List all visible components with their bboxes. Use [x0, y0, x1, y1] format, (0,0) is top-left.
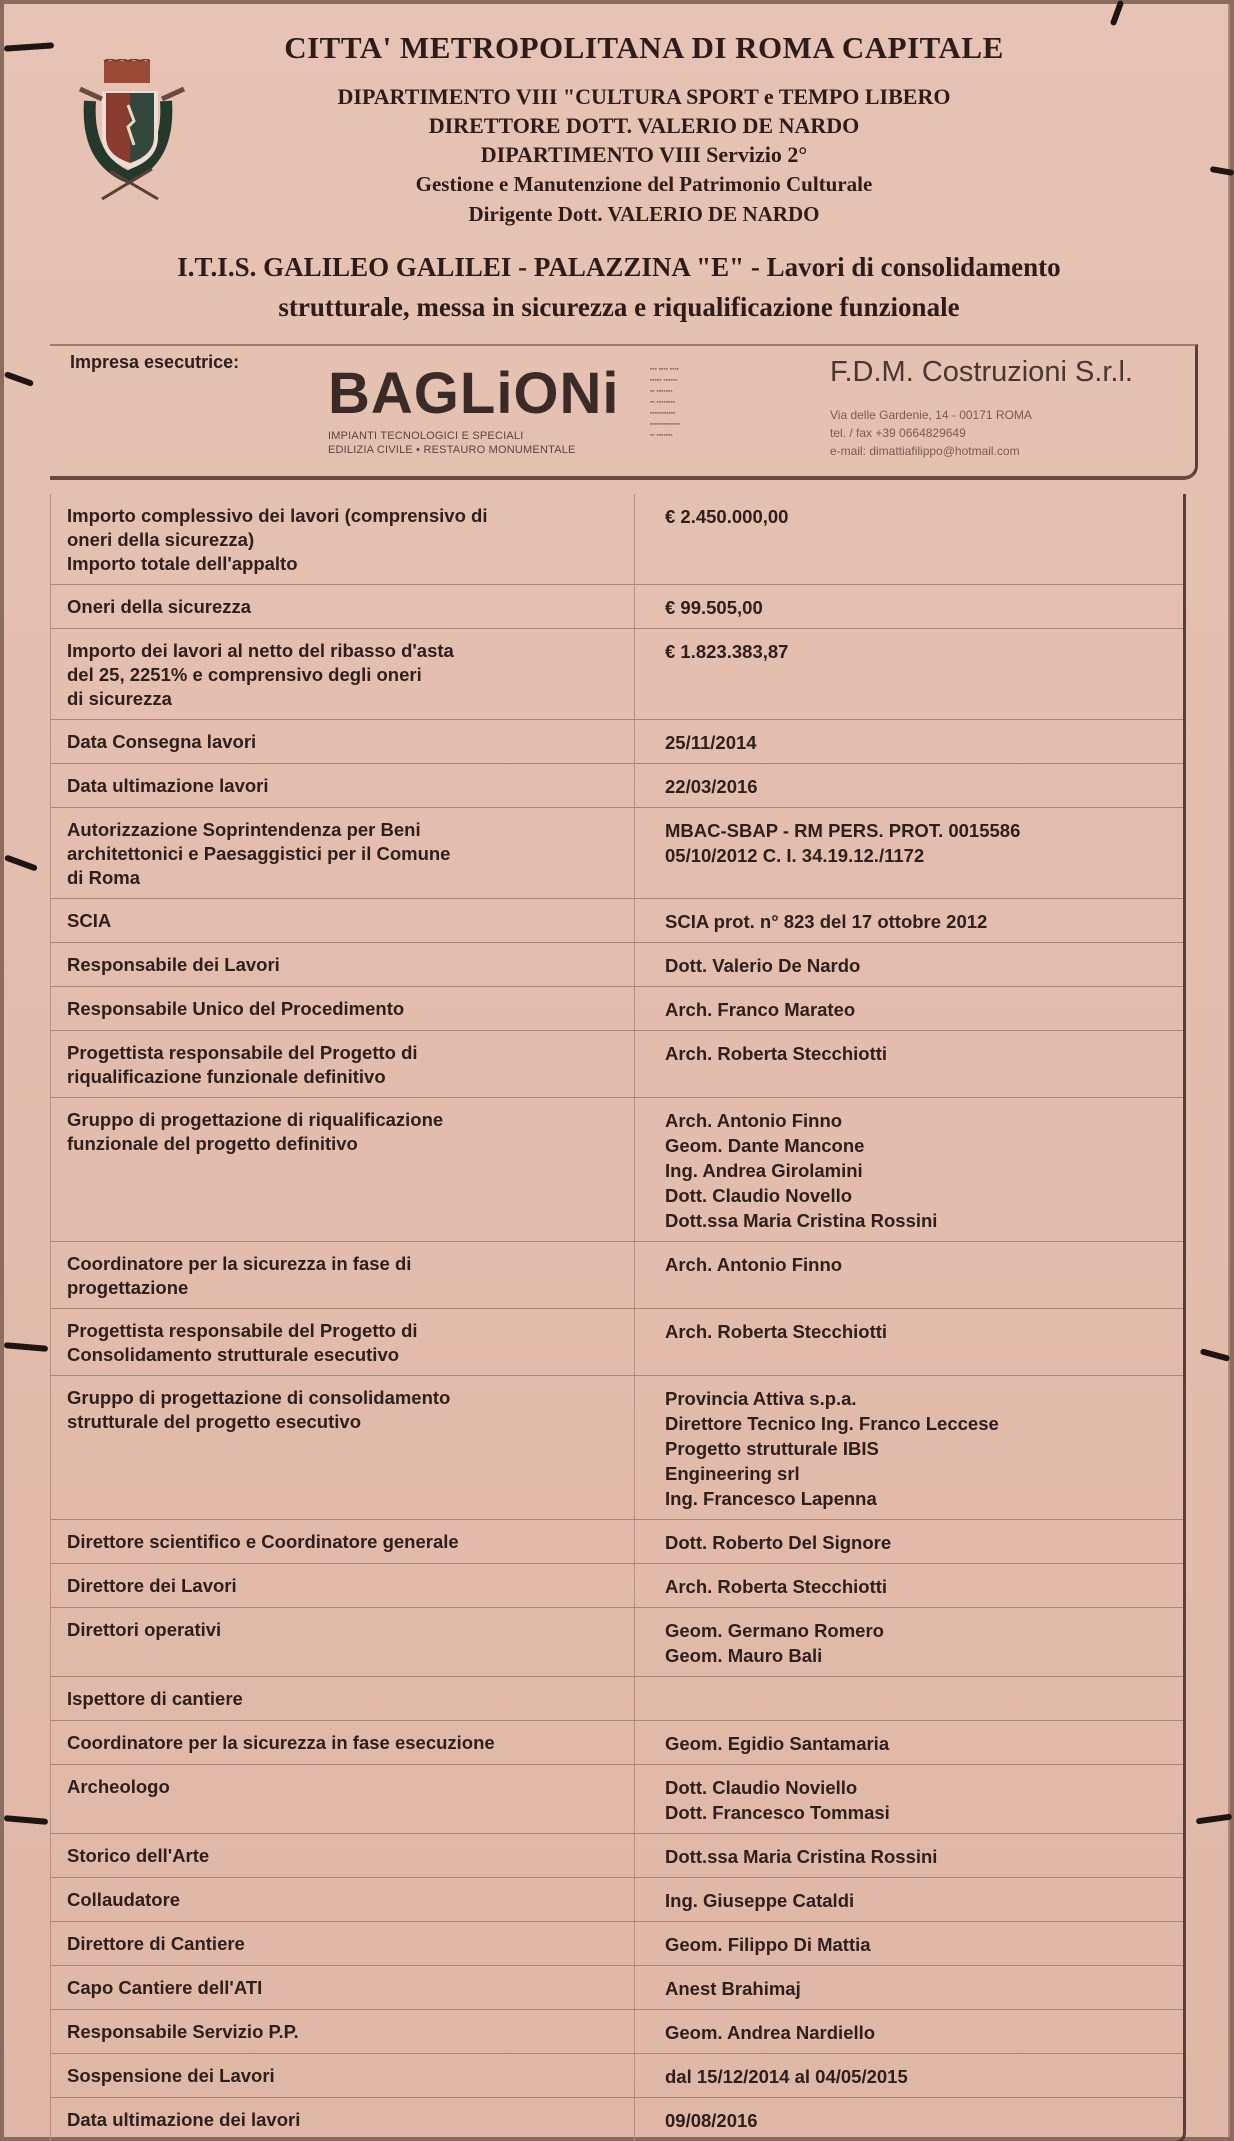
- table-row: [51, 1921, 1183, 1965]
- row-value: Arch. Antonio Finno: [665, 1254, 843, 1275]
- row-value: Arch. Roberta Stecchiotti: [665, 1321, 888, 1342]
- table-row: [51, 2053, 1183, 2097]
- row-value: Geom. Germano Romero: [665, 1620, 884, 1641]
- department-name: DIPARTIMENTO VIII "CULTURA SPORT e TEMPO LIBERO: [337, 84, 951, 109]
- row-label: Importo complessivo dei lavori (comprensivo di oneri della sicurezza) Importo totale dell'appalto: [51, 494, 635, 584]
- row-value-cell: [635, 2054, 1183, 2097]
- row-value: MBAC-SBAP - RM PERS. PROT. 0015586: [665, 820, 1021, 841]
- row-value-cell: [635, 494, 1183, 584]
- row-value: 09/08/2016: [665, 2110, 758, 2131]
- table-row: [51, 1833, 1183, 1877]
- row-label: Direttori operativi: [51, 1608, 635, 1676]
- row-value: Dott. Valerio De Nardo: [665, 955, 861, 976]
- row-value-cell: [635, 2010, 1183, 2053]
- table-row: [51, 942, 1183, 986]
- row-value-cell: [635, 808, 1183, 898]
- row-value-cell: [635, 2098, 1183, 2141]
- row-value: Dott. Francesco Tommasi: [665, 1802, 890, 1823]
- row-value: Dott. Claudio Novello: [665, 1185, 853, 1206]
- fdm-phone: tel. / fax +39 0664829649: [830, 426, 966, 440]
- row-value: Arch. Antonio Finno: [665, 1110, 843, 1131]
- nail-mark: [4, 1342, 48, 1352]
- contractor-label: Impresa esecutrice:: [70, 352, 240, 372]
- authority-name: CITTA' METROPOLITANA DI ROMA CAPITALE: [284, 30, 1004, 65]
- row-label: Oneri della sicurezza: [51, 585, 635, 628]
- table-row: [51, 763, 1183, 807]
- row-value: Geom. Mauro Bali: [665, 1645, 823, 1666]
- nail-mark: [1200, 1348, 1231, 1362]
- row-value: 05/10/2012 C. I. 34.19.12./1172: [665, 845, 925, 866]
- table-row: [51, 1375, 1183, 1519]
- row-label: Sospensione dei Lavori: [51, 2054, 635, 2097]
- row-value: Geom. Filippo Di Mattia: [665, 1934, 871, 1955]
- baglioni-tagline: EDILIZIA CIVILE • RESTAURO MONUMENTALE: [328, 444, 576, 456]
- row-label: Data Consegna lavori: [51, 720, 635, 763]
- row-value: [665, 1687, 1171, 1712]
- row-value-cell: [635, 1922, 1183, 1965]
- row-label: Archeologo: [51, 1765, 635, 1833]
- row-value-cell: [635, 720, 1183, 763]
- project-info-table: [50, 494, 1186, 2141]
- row-label: Data ultimazione lavori: [51, 764, 635, 807]
- table-row: [51, 1030, 1183, 1097]
- table-row: [51, 2097, 1183, 2141]
- row-value: Engineering srl: [665, 1463, 800, 1484]
- table-row: [51, 1764, 1183, 1833]
- table-row: [51, 719, 1183, 763]
- table-row: [51, 1097, 1183, 1241]
- row-value-cell: [635, 1608, 1183, 1676]
- row-value: Anest Brahimaj: [665, 1978, 801, 1999]
- coat-of-arms-icon: [72, 59, 192, 209]
- row-value: SCIA prot. n° 823 del 17 ottobre 2012: [665, 911, 988, 932]
- row-value: Progetto strutturale IBIS: [665, 1438, 879, 1459]
- row-label: Coordinatore per la sicurezza in fase di progettazione: [51, 1242, 635, 1308]
- row-value: dal 15/12/2014 al 04/05/2015: [665, 2066, 908, 2087]
- director-name: DIRETTORE DOTT. VALERIO DE NARDO: [428, 113, 860, 138]
- row-label: Importo dei lavori al netto del ribasso d'asta del 25, 2251% e comprensivo degli oneri di sicurezza: [51, 629, 635, 719]
- row-value-cell: [635, 1834, 1183, 1877]
- row-label: Direttore scientifico e Coordinatore generale: [51, 1520, 635, 1563]
- row-value: € 2.450.000,00: [665, 506, 789, 527]
- construction-sign-board: [4, 4, 1230, 2137]
- row-value-cell: [635, 1721, 1183, 1764]
- row-value-cell: [635, 1309, 1183, 1375]
- row-value-cell: [635, 1878, 1183, 1921]
- table-row: [51, 494, 1183, 584]
- management-name: Gestione e Manutenzione del Patrimonio Culturale: [415, 172, 873, 196]
- row-value-cell: [635, 943, 1183, 986]
- contractor-box: [50, 344, 1198, 480]
- row-value-cell: [635, 987, 1183, 1030]
- row-value-cell: [635, 1677, 1183, 1720]
- nail-mark: [4, 371, 34, 387]
- baglioni-logo: BAGLiONi: [328, 361, 620, 426]
- table-row: [51, 628, 1183, 719]
- nail-mark: [1196, 1814, 1232, 1825]
- row-label: Collaudatore: [51, 1878, 635, 1921]
- row-value-cell: [635, 1098, 1183, 1241]
- row-value: Arch. Roberta Stecchiotti: [665, 1043, 888, 1064]
- nail-mark: [4, 42, 54, 51]
- row-label: Autorizzazione Soprintendenza per Beni architettonici e Paesaggistici per il Comune di Roma: [51, 808, 635, 898]
- row-value: Direttore Tecnico Ing. Franco Leccese: [665, 1413, 999, 1434]
- row-label: Storico dell'Arte: [51, 1834, 635, 1877]
- row-value-cell: [635, 1564, 1183, 1607]
- table-row: [51, 1607, 1183, 1676]
- row-label: Gruppo di progettazione di riqualificazione funzionale del progetto definitivo: [51, 1098, 635, 1241]
- row-value: Ing. Francesco Lapenna: [665, 1488, 877, 1509]
- row-label: Coordinatore per la sicurezza in fase esecuzione: [51, 1721, 635, 1764]
- row-value-cell: [635, 629, 1183, 719]
- row-value-cell: [635, 1966, 1183, 2009]
- table-row: [51, 1519, 1183, 1563]
- row-value-cell: [635, 1031, 1183, 1097]
- row-value: Dott.ssa Maria Cristina Rossini: [665, 1846, 938, 1867]
- table-row: [51, 584, 1183, 628]
- manager-name: Dirigente Dott. VALERIO DE NARDO: [468, 202, 820, 226]
- project-title-line1: I.T.I.S. GALILEO GALILEI - PALAZZINA "E" - Lavori di consolidamento: [177, 252, 1061, 282]
- row-value-cell: [635, 1376, 1183, 1519]
- row-value: Dott.ssa Maria Cristina Rossini: [665, 1210, 938, 1231]
- row-label: Responsabile dei Lavori: [51, 943, 635, 986]
- table-row: [51, 807, 1183, 898]
- table-row: [51, 986, 1183, 1030]
- table-row: [51, 2009, 1183, 2053]
- row-label: Responsabile Servizio P.P.: [51, 2010, 635, 2053]
- row-value: Ing. Andrea Girolamini: [665, 1160, 863, 1181]
- row-value-cell: [635, 1520, 1183, 1563]
- row-value: Geom. Egidio Santamaria: [665, 1733, 890, 1754]
- row-label: Responsabile Unico del Procedimento: [51, 987, 635, 1030]
- nail-mark: [4, 1815, 48, 1825]
- nail-mark: [1110, 0, 1125, 26]
- service-name: DIPARTIMENTO VIII Servizio 2°: [480, 142, 808, 167]
- row-label: SCIA: [51, 899, 635, 942]
- row-value: Arch. Roberta Stecchiotti: [665, 1576, 888, 1597]
- row-label: Progettista responsabile del Progetto di riqualificazione funzionale definitivo: [51, 1031, 635, 1097]
- table-row: [51, 1308, 1183, 1375]
- nail-mark: [4, 854, 38, 871]
- row-value: € 99.505,00: [665, 597, 763, 618]
- row-label: Gruppo di progettazione di consolidamento strutturale del progetto esecutivo: [51, 1376, 635, 1519]
- row-value: Ing. Giuseppe Cataldi: [665, 1890, 855, 1911]
- row-value: Geom. Andrea Nardiello: [665, 2022, 876, 2043]
- row-value-cell: [635, 585, 1183, 628]
- row-value: Geom. Dante Mancone: [665, 1135, 865, 1156]
- row-label: Direttore dei Lavori: [51, 1564, 635, 1607]
- row-label: Data ultimazione dei lavori: [51, 2098, 635, 2141]
- row-value-cell: [635, 764, 1183, 807]
- row-label: Progettista responsabile del Progetto di Consolidamento strutturale esecutivo: [51, 1309, 635, 1375]
- row-value: Dott. Roberto Del Signore: [665, 1532, 892, 1553]
- row-value: 22/03/2016: [665, 776, 758, 797]
- row-value: Arch. Franco Marateo: [665, 999, 856, 1020]
- row-label: Ispettore di cantiere: [51, 1677, 635, 1720]
- baglioni-tagline: IMPIANTI TECNOLOGICI E SPECIALI: [328, 430, 524, 442]
- table-row: [51, 1676, 1183, 1720]
- table-row: [51, 1877, 1183, 1921]
- row-value-cell: [635, 899, 1183, 942]
- table-row: [51, 1241, 1183, 1308]
- row-label: Capo Cantiere dell'ATI: [51, 1966, 635, 2009]
- row-label: Direttore di Cantiere: [51, 1922, 635, 1965]
- row-value: Dott. Claudio Noviello: [665, 1777, 858, 1798]
- table-row: [51, 898, 1183, 942]
- row-value-cell: [635, 1765, 1183, 1833]
- fdm-address: Via delle Gardenie, 14 - 00171 ROMA: [830, 408, 1032, 422]
- row-value: € 1.823.383,87: [665, 641, 789, 662]
- row-value: Provincia Attiva s.p.a.: [665, 1388, 857, 1409]
- table-row: [51, 1965, 1183, 2009]
- project-title-line2: strutturale, messa in sicurezza e riqualificazione funzionale: [278, 292, 960, 322]
- baglioni-contact-block: ▪▪▪ ▪▪▪▪ ▪▪▪▪ ▪▪▪▪▪ ▪▪▪▪▪▪ ▪▪ ▪▪▪▪▪▪▪ ▪▪ ▪▪▪▪▪▪▪▪ ▪▪▪▪▪▪▪▪▪▪▪ ▪▪▪▪▪▪▪▪▪▪▪▪▪ ▪▪ ▪▪▪▪▪▪▪: [650, 366, 680, 439]
- table-row: [51, 1563, 1183, 1607]
- nail-mark: [1210, 166, 1234, 176]
- fdm-email: e-mail: dimattiafilippo@hotmail.com: [830, 444, 1020, 458]
- row-value: 25/11/2014: [665, 732, 757, 753]
- row-value-cell: [635, 1242, 1183, 1308]
- fdm-company-name: F.D.M. Costruzioni S.r.l.: [830, 356, 1133, 388]
- table-row: [51, 1720, 1183, 1764]
